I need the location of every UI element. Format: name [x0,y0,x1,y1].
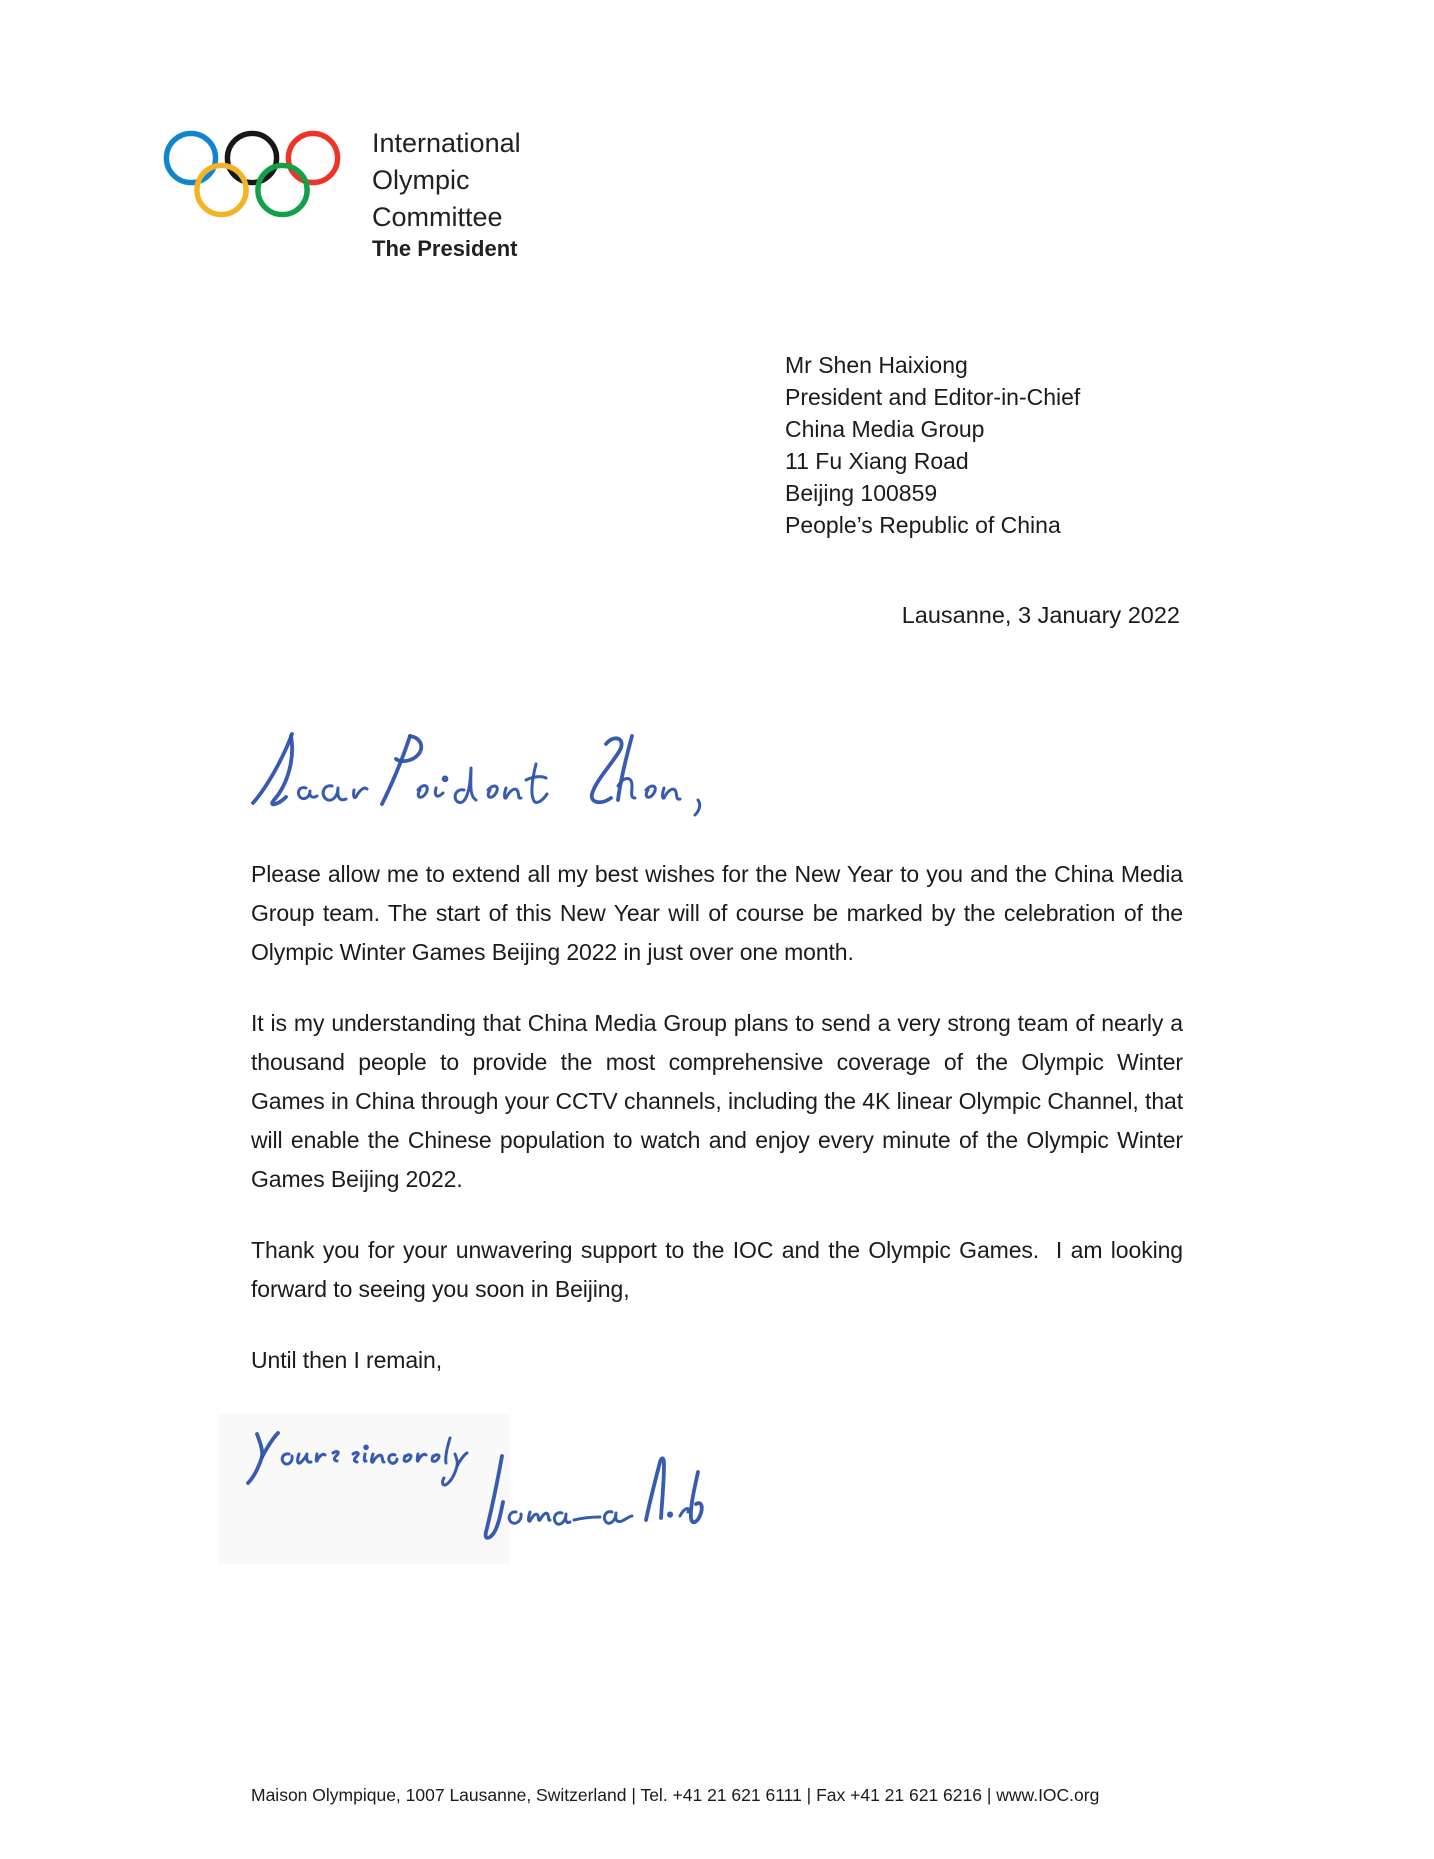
org-name [372,125,521,236]
recipient-street: 11 Fu Xiang Road [785,448,969,474]
ring-black [227,133,276,182]
footer-contact-line: Maison Olympique, 1007 Lausanne, Switzerland | Tel. +41 21 621 6111 | Fax +41 21 621 6216 | www.IOC.org [251,1785,1100,1805]
ring-green [258,165,307,214]
org-name-line: International [372,128,521,158]
ring-red [288,133,337,182]
recipient-country: People’s Republic of China [785,512,1061,538]
handwritten-signature [478,1450,718,1560]
paragraph: It is my understanding that China Media Group plans to send a very strong team of nearly a thousand people to provide the most comprehensive coverage of the Olympic Winter Games in China through your CCTV channels, including the 4K linear Olympic Channel, that will enable the Chinese population to watch and enjoy every minute of the Olympic Winter Games Beijing 2022. [251,1010,1190,1192]
recipient-city: Beijing 100859 [785,480,938,506]
letter-body [251,855,1190,1412]
sender-role-title: The President [372,236,518,261]
recipient-title: President and Editor-in-Chief [785,384,1081,410]
paragraph: Thank you for your unwavering support to the IOC and the Olympic Games. I am looking forward to seeing you soon in Beijing, [251,1237,1190,1302]
recipient-address [785,349,1080,541]
org-name-line: Committee [372,202,503,232]
paragraph: Please allow me to extend all my best wishes for the New Year to you and the China Media Group team. The start of this New Year will of course be marked by the celebration of the Olympic Winter Games Beijing 2022 in just over one month. [251,861,1190,965]
handwritten-salutation [240,706,710,821]
handwritten-valediction [243,1426,483,1492]
ring-yellow [197,165,246,214]
recipient-org: China Media Group [785,416,985,442]
olympic-rings-logo [163,130,341,218]
paragraph: Until then I remain, [251,1347,443,1373]
org-name-line: Olympic [372,165,470,195]
ring-blue [166,133,215,182]
recipient-name: Mr Shen Haixiong [785,352,968,378]
dateline: Lausanne, 3 January 2022 [901,602,1180,628]
